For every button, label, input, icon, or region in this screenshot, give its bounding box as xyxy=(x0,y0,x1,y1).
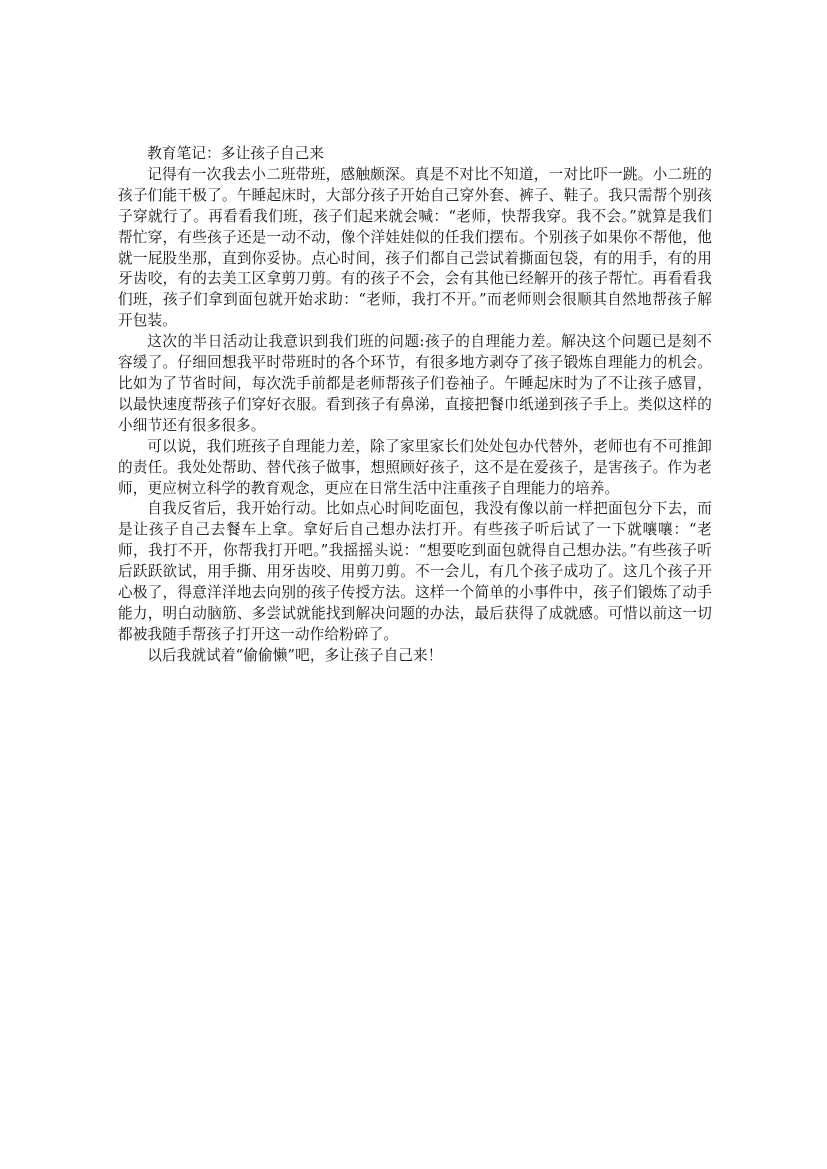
document-title: 教育笔记：多让孩子自己来 xyxy=(147,145,325,162)
paragraph-4: 自我反省后，我开始行动。比如点心时间吃面包，我没有像以前一样把面包分下去，而是让孩子自己去餐车上拿。拿好后自己想办法打开。有些孩子听后试了一下就嚷嚷：“老师，我打不开，你帮我打开吧。”我摇摇头说：“想要吃到面包就得自己想办法。”有些孩子听后跃跃欲试，用手撕、用牙齿咬、用剪刀剪。不一会儿，有几个孩子成功了。这几个孩子开心极了，得意洋洋地去向别的孩子传授方法。这样一个简单的小事件中，孩子们锻炼了动手能力，明白动脑筋、多尝试就能找到解决问题的办法，最后获得了成就感。可惜以前这一切都被我随手帮孩子打开这一动作给粉碎了。 xyxy=(118,500,712,643)
paragraph-1: 记得有一次我去小二班带班，感触颇深。真是不对比不知道，一对比吓一跳。小二班的孩子们能干极了。午睡起床时，大部分孩子开始自己穿外套、裤子、鞋子。我只需帮个别孩子穿就行了。再看看我们班，孩子们起来就会喊：“老师，快帮我穿。我不会。”就算是我们帮忙穿，有些孩子还是一动不动，像个洋娃娃似的任我们摆布。个别孩子如果你不帮他，他就一屁股坐那，直到你妥协。点心时间，孩子们都自己尝试着撕面包袋，有的用手，有的用牙齿咬，有的去美工区拿剪刀剪。有的孩子不会，会有其他已经解开的孩子帮忙。再看看我们班，孩子们拿到面包就开始求助：“老师，我打不开。”而老师则会很顺其自然地帮孩子解开包装。 xyxy=(118,165,712,330)
paragraph-5: 以后我就试着“偷偷懒”吧，多让孩子自己来！ xyxy=(147,646,443,664)
paragraph-2: 这次的半日活动让我意识到我们班的问题:孩子的自理能力差。解决这个问题已是刻不容缓了。仔细回想我平时带班时的各个环节，有很多地方剥夺了孩子锻炼自理能力的机会。比如为了节省时间，每次洗手前都是老师帮孩子们卷袖子。午睡起床时为了不让孩子感冒，以最快速度帮孩子们穿好衣服。看到孩子有鼻涕，直接把餐巾纸递到孩子手上。类似这样的小细节还有很多很多。 xyxy=(118,333,712,434)
document-body xyxy=(118,144,712,667)
paragraph-3: 可以说，我们班孩子自理能力差，除了家里家长们处处包办代替外，老师也有不可推卸的责任。我处处帮助、替代孩子做事，想照顾好孩子，这不是在爱孩子，是害孩子。作为老师，更应树立科学的教育观念，更应在日常生活中注重孩子自理能力的培养。 xyxy=(118,437,712,497)
